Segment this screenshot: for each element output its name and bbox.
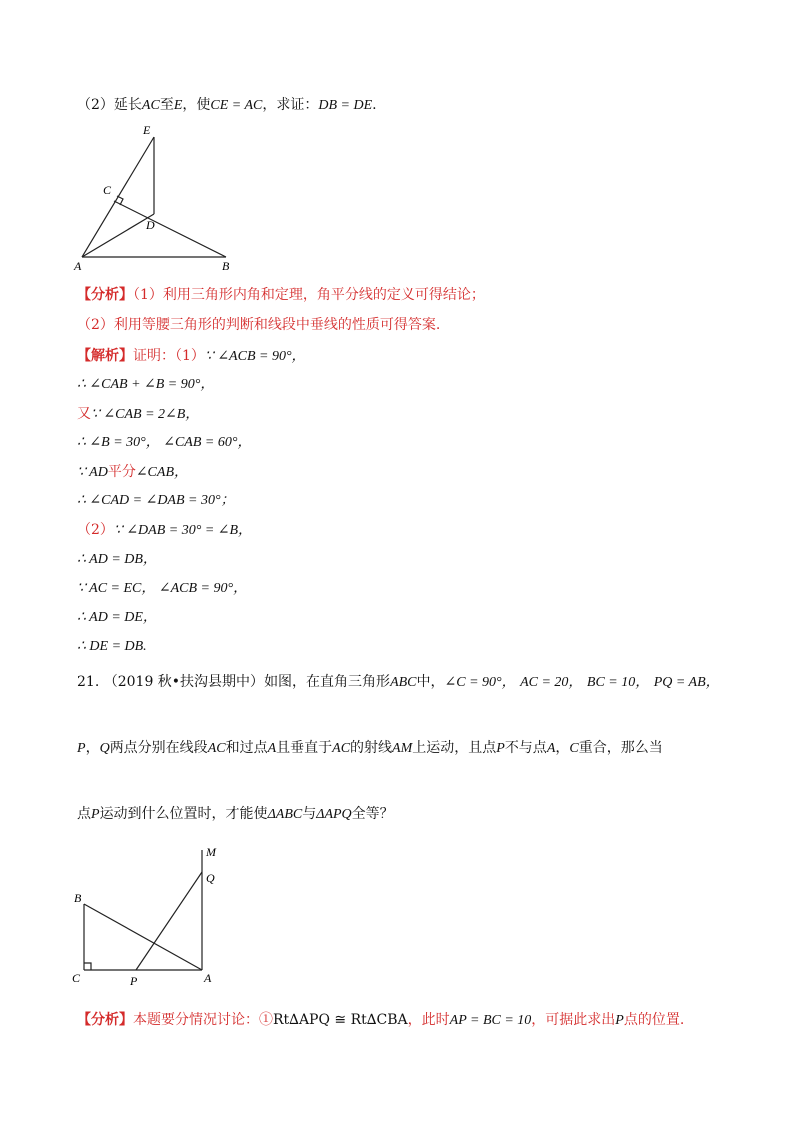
solution-line-10: ∴ AD = DE，: [77, 610, 157, 625]
text: ，此时: [407, 1012, 450, 1028]
text: 中，: [416, 674, 445, 690]
solution-line-5: [77, 462, 188, 483]
text: 两点分别在线段: [109, 740, 208, 756]
math: A: [546, 741, 556, 756]
right-angle-mark: [84, 963, 91, 970]
math: ΔAPQ: [316, 807, 352, 822]
math: PQ = AB，: [653, 675, 720, 690]
math: ∵ ∠CAB = 2∠B，: [91, 407, 200, 422]
math: BC = 10，: [586, 675, 650, 690]
solution-line-4: ∴ ∠B = 30°， ∠CAB = 60°，: [77, 435, 252, 450]
math: C: [569, 741, 579, 756]
text: .: [372, 97, 377, 113]
figure-triangle-ace: [70, 122, 240, 272]
solution-line-6: ∴ ∠CAD = ∠DAB = 30°；: [77, 493, 235, 508]
math: AC: [332, 741, 351, 756]
math: ∵ ∠DAB = 30° = ∠B，: [113, 523, 253, 538]
math: P: [77, 741, 86, 756]
math: ∵ AD: [77, 465, 108, 480]
math: ∠CAB，: [135, 465, 188, 480]
math: AC = 20，: [520, 675, 583, 690]
solution-line-8: ∴ AD = DB，: [77, 552, 157, 567]
math: P: [496, 741, 505, 756]
analysis-tag: 【分析】: [77, 287, 133, 303]
text: 重合，那么当: [578, 740, 663, 756]
text: ，: [555, 740, 570, 756]
label-q: Q: [206, 871, 215, 885]
solution-tag: 【解析】: [77, 348, 133, 364]
line-cb: [114, 201, 226, 257]
figure-triangles-abc-apq: [68, 842, 238, 990]
math: E: [173, 98, 183, 113]
math: AM: [392, 741, 413, 756]
text: 和过点: [225, 740, 268, 756]
question-21-line-3: [77, 804, 394, 825]
text: 且垂直于: [276, 740, 333, 756]
text: 又: [77, 406, 91, 422]
text: （1）利用三角形内角和定理，角平分线的定义可得结论；: [133, 287, 485, 303]
label-c: C: [72, 971, 81, 985]
text: 上运动，且点: [412, 740, 497, 756]
label-a: A: [74, 259, 82, 272]
label-d: D: [146, 218, 155, 232]
text: 如图，在直角三角形: [264, 674, 391, 690]
label-b: B: [74, 891, 82, 905]
math: ∠C = 90°，: [444, 675, 516, 690]
math: Rt∆APQ ≅ Rt∆CBA: [273, 1012, 408, 1028]
analysis-tag: 【分析】: [77, 1012, 133, 1028]
text: 证明：（1）: [133, 348, 205, 364]
solution-line-11: ∴ DE = DB.: [77, 639, 147, 654]
question-21-line-1: [77, 672, 720, 693]
text: 本题要分情况讨论：①: [133, 1012, 273, 1028]
label-e: E: [143, 123, 151, 137]
math: CE = AC: [210, 98, 263, 113]
solution-line-3: [77, 404, 199, 425]
text: 运动到什么位置时，才能使: [99, 806, 268, 822]
text: 点: [77, 806, 91, 822]
text: ，可据此求出: [531, 1012, 616, 1028]
math: DB = DE: [318, 98, 373, 113]
math: AC: [141, 98, 160, 113]
solution-line-9: ∵ AC = EC， ∠ACB = 90°，: [77, 581, 248, 596]
label-a: A: [204, 971, 212, 985]
math: ∵ ∠ACB = 90°，: [204, 349, 306, 364]
math: Q: [99, 741, 110, 756]
text: （2）延长: [77, 97, 142, 113]
solution-line-7: [77, 520, 252, 541]
question-20-part2: [77, 95, 377, 116]
question-number: 21.: [77, 674, 100, 690]
text: 全等？: [351, 806, 394, 822]
label-p: P: [130, 974, 138, 988]
text: 与: [302, 806, 317, 822]
math: AC: [207, 741, 226, 756]
question-21-line-2: P，Q两点分别在线段AC和过点A且垂直于AC的射线AM上运动，且点P不与点A，C重合，那么当: [77, 740, 663, 756]
label-b: B: [222, 259, 230, 272]
math: ΔABC: [267, 807, 303, 822]
text: ，使: [182, 97, 211, 113]
text: 平分: [107, 464, 136, 480]
math: AP = BC = 10: [449, 1013, 532, 1028]
analysis-2-line: [77, 1010, 684, 1031]
analysis-line-2: [77, 315, 440, 335]
text: 的射线: [350, 740, 393, 756]
text: （2）利用等腰三角形的判断和线段中垂线的性质可得答案.: [77, 317, 441, 333]
label-m: M: [206, 845, 216, 859]
math: P: [91, 807, 100, 822]
text: 至: [159, 97, 174, 113]
text: 点的位置.: [623, 1012, 685, 1028]
text: 不与点: [504, 740, 547, 756]
text: ，求证：: [262, 97, 319, 113]
label-c: C: [103, 183, 112, 197]
line-ad: [82, 214, 154, 257]
solution-line-1: [77, 346, 306, 367]
math: P: [615, 1013, 624, 1028]
text: （2）: [77, 522, 114, 538]
line-pq: [136, 872, 202, 970]
math: ABC: [390, 675, 417, 690]
analysis-line-1: [77, 285, 485, 305]
solution-line-2: ∴ ∠CAB + ∠B = 90°，: [77, 377, 215, 392]
math: A: [267, 741, 277, 756]
question-source: （2019 秋•扶沟县期中）: [103, 674, 265, 690]
